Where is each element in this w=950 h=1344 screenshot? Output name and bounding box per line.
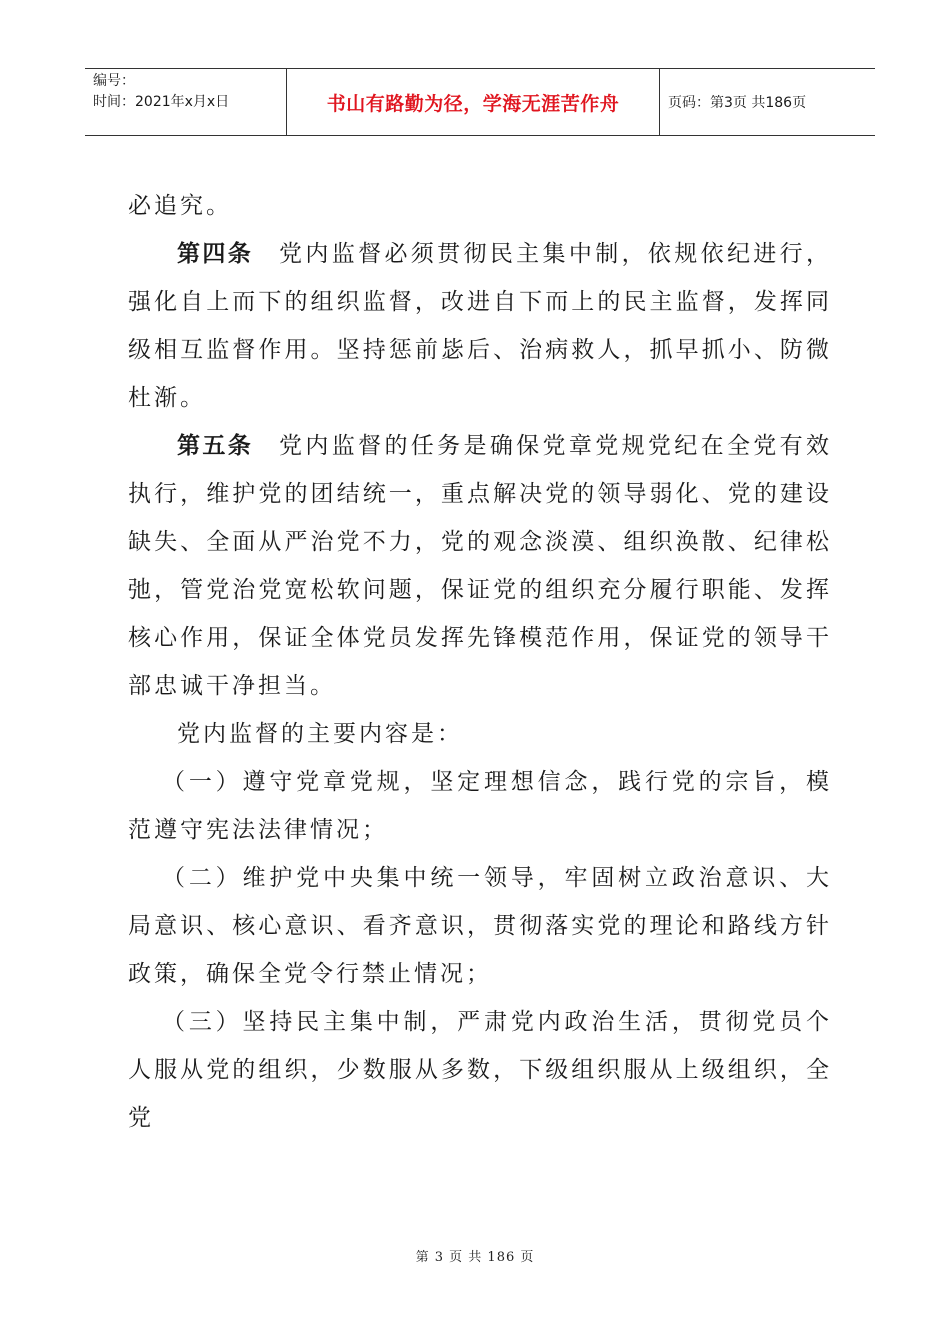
article-4 (128, 230, 832, 422)
article-5-body: 党内监督的任务是确保党章党规党纪在全党有效执行，维护党的团结统一，重点解决党的领导弱化、党的建设缺失、全面从严治党不力，党的观念淡漠、组织涣散、纪律松弛，管党治党宽松软问题，保证党的组织充分履行职能、发挥核心作用，保证全体党员发挥先锋模范作用，保证党的领导干部忠诚干净担当。 (128, 433, 833, 699)
article-5 (128, 422, 832, 710)
document-number-label: 编号： (93, 73, 135, 89)
article-4-body: 党内监督必须贯彻民主集中制，依规依纪进行，强化自上而下的组织监督，改进自下而上的民主监督，发挥同级相互监督作用。坚持惩前毖后、治病救人，抓早抓小、防微杜渐。 (128, 241, 833, 411)
article-4-title: 第四条 (177, 241, 254, 267)
header-page-label: 页码：第3页 共186页 (668, 95, 807, 111)
page-footer: 第 3 页 共 186 页 (415, 1250, 535, 1265)
article-5-title: 第五条 (177, 433, 254, 459)
document-body (128, 182, 832, 1142)
paragraph-main-content-intro: 党内监督的主要内容是： (177, 721, 463, 747)
header-meta (85, 69, 287, 135)
list-item-2: （二）维护党中央集中统一领导，牢固树立政治意识、大局意识、核心意识、看齐意识，贯彻落实党的理论和路线方针政策，确保全党令行禁止情况； (128, 865, 832, 987)
paragraph-continuation: 必追究。 (128, 193, 232, 219)
page-header (85, 68, 875, 136)
list-item-1: （一）遵守党章党规，坚定理想信念，践行党的宗旨，模范遵守宪法法律情况； (128, 769, 832, 843)
header-motto: 书山有路勤为径，学海无涯苦作舟 (287, 69, 660, 135)
list-item-3: （三）坚持民主集中制，严肃党内政治生活，贯彻党员个人服从党的组织，少数服从多数，下级组织服从上级组织，全党 (128, 1009, 832, 1131)
document-date-label: 时间：2021年x月x日 (93, 94, 230, 110)
